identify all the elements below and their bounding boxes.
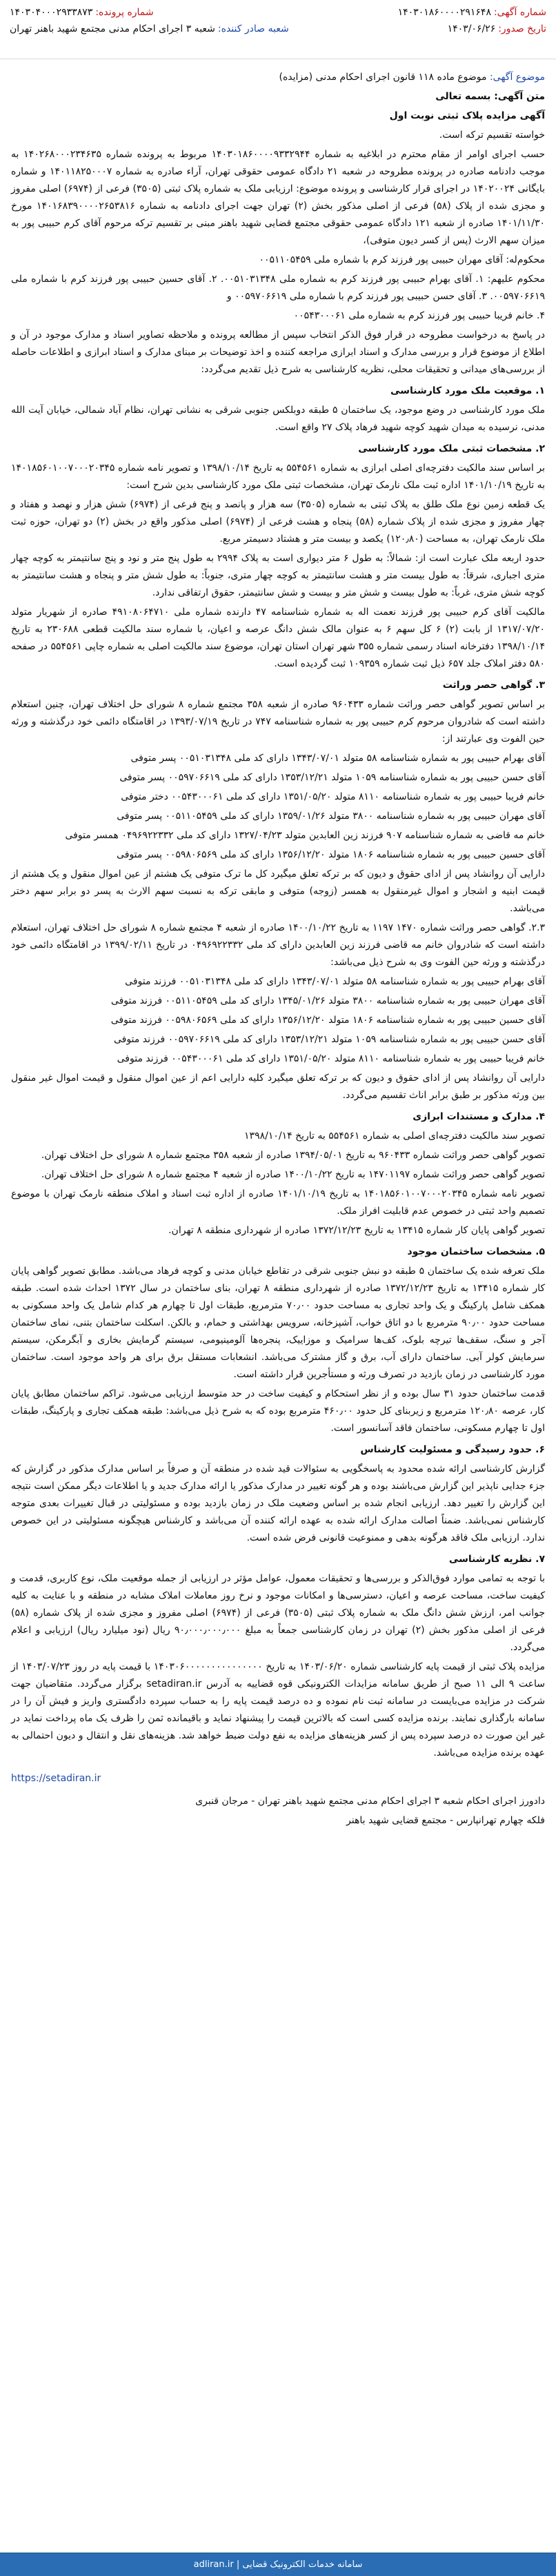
section-building-text: ملک تعرفه شده یک ساختمان ۵ طبقه دو نبش جنوبی شرقی در تقاطع خیابان مدنی و کوچه فرهاد می‌باشد. مطابق تصویر گواهی پایان کار شماره ۱۳۴۱۵ به تاریخ ۱۳۷۲/۱۲/۲۳ صادره از شهرداری منطقه ۸ تهران، بنای ساختمان در سال ۱۳۷۲ احداث شده است. طبقه همکف شامل پارکینگ و یک واحد تجاری به مساحت حدود ۷۰٫۰۰ مترمربع، طبقات اول تا چهارم هر کدام شامل یک واحد مسکونی به مساحت حدود ۹۰٫۰۰ مترمربع با دو اتاق خواب، آشپزخانه، سرویس بهداشتی و حمام، و بالکن. اسکلت ساختمان بتنی، نمای ساختمان آجر و سنگ، سقف‌ها تیرچه بلوک، کف‌ها سرامیک و موزاییک، پنجره‌ها آلومینیومی، سیستم گرمایش بخاری و آبگرمکن، سیستم سرمایش کولر آبی. ساختمان دارای آب، برق و گاز مشترک می‌باشد. انشعابات مستقل برق برای هر واحد موجود است. ساختمان مورد کارشناسی در زمان بازدید در تصرف ورثه و مستأجرین قرار داشته است. [11,1266,546,1380]
section-registry-title: ۲. مشخصات ثبتی ملک مورد کارشناسی [358,443,545,454]
section-registry-bounds: حدود اربعه ملک عبارت است از: شمالاً: به طول ۶ متر دیواری است به پلاک ۲۹۹۴ به طول پنج متر و نود و پنج سانتیمتر به کوچه چهار متری اجباری، شرقاً: به طول بیست متر و هشت سانتیمتر به کوچه چهار متری، جنوباً: به طول شش متر و پنجاه و هشت سانتیمتر به کوچه شش متری، غرباً: به طول بیست و شش متر و بیست و شش سانتیمتر، حقوق ارتفاقی ندارد. [11,553,546,598]
heir2-line: خانم فریبا حبیبی پور به شماره شناسنامه ۸۱۱۰ متولد ۱۳۵۱/۰۵/۲۰ دارای کد ملی ۰۰۵۴۳۰۰۰۶۱ فرزند متوفی [117,1053,545,1064]
notice-number: شماره آگهی: ۱۴۰۳۰۱۸۶۰۰۰۰۲۹۱۶۴۸ [397,7,546,18]
section-location-title: ۱. موقعیت ملک مورد کارشناسی [390,385,545,396]
section-building-text2: قدمت ساختمان حدود ۳۱ سال بوده و از نظر استحکام و کیفیت ساخت در حد متوسط ارزیابی می‌شود. تراکم ساختمان مطابق پایان کار، عرصه ۱۲۰٫۸۰ مترمربع و زیربنای کل حدود ۴۶۰٫۰۰ مترمربع بوده که به شرح ذیل می‌باشد: طبقه همکف تجاری و پارکینگ، طبقات اول تا چهارم مسکونی، ساختمان فاقد آسانسور است. [11,1388,545,1434]
issuing-branch: شعبه صادر کننده: شعبه ۳ اجرای احکام مدنی مجتمع شهید باهنر تهران [10,23,289,34]
signature-line: دادورز اجرای احکام شعبه ۳ اجرای احکام مدنی مجتمع شهید باهنر تهران - مرجان قنبری [195,1796,545,1807]
section-documents-title: ۴. مدارک و مستندات ابرازی [413,1111,545,1122]
section-registry-detail: یک قطعه زمین نوع ملک طلق به پلاک ثبتی به شماره (۳۵۰۵) سه هزار و پانصد و پنج فرعی از (۶۹۷۴) شش هزار و نهصد و هفتاد و چهار مفروز و مجزی شده از پلاک شماره (۵۸) پنجاه و هشت فرعی از (۶۹۷۴) اصلی مذکور واقع در بخش (۲) دو تهران، حوزه ثبت ملک نارمک تهران، به مساحت (۱۲۰٫۸۰) یکصد و بیست متر و هشتاد دسیمتر مربع. [11,499,545,545]
heir-line: آقای مهران حبیبی پور به شماره شناسنامه ۳۸۰۰ متولد ۱۳۵۹/۰۱/۲۶ دارای کد ملی ۰۰۵۱۱۰۵۴۵۹ پسر متوفی [117,811,545,822]
section-heirs-text3: ۲.۳. گواهی حصر وراثت شماره ۱۴۷۰ ۱۱۹۷ به تاریخ ۱۴۰۰/۱۰/۲۲ صادره از شعبه ۴ مجتمع شماره ۸ شورای حل اختلاف تهران، استعلام داشته است که شادروان خانم مه قاضی فرزند زین العابدین دارای کد ملی ۰۴۹۶۹۲۲۳۳۲ در تاریخ ۱۳۹۹/۰۲/۱۱ در اقامتگاه دائمی خود درگذشته و ورثه حین الفوت وی به شرح ذیل می‌باشد: [11,922,546,968]
defendants-paragraph: محکوم علیهم: ۱. آقای بهرام حبیبی پور فرزند کرم به شماره ملی ۰۰۵۱۰۳۱۳۴۸. ۲. آقای حسین حبیبی پور فرزند کرم با شماره ملی ۰۰۵۹۷۰۶۶۱۹. ۳. آقای حسن حبیبی پور فرزند کرم با شماره ملی ۰۰۵۹۷۰۶۶۱۹ و [11,274,545,302]
heir-line: آقای حسین حبیبی پور به شماره شناسنامه ۱۸۰۶ متولد ۱۳۵۶/۱۲/۲۰ دارای کد ملی ۰۰۵۹۸۰۶۵۶۹ پسر متوفی [117,849,545,860]
plaintiff-paragraph: محکوم‌له: آقای مهران حبیبی پور فرزند کرم با شماره ملی ۰۰۵۱۱۰۵۴۵۹ [259,254,545,265]
document-item: تصویر نامه شماره ۱۴۰۱۸۵۶۰۱۰۰۷۰۰۰۲۰۳۴۵ به تاریخ ۱۴۰۱/۱۰/۱۹ صادره از اداره ثبت اسناد و املاک منطقه نارمک تهران با موضوع تصمیم واحد ثبتی در خصوص عدم قابلیت افراز ملک. [11,1188,546,1217]
heir-line: آقای بهرام حبیبی پور به شماره شناسنامه ۵۸ متولد ۱۳۴۳/۰۷/۰۱ دارای کد ملی ۰۰۵۱۰۳۱۳۴۸ پسر متوفی [130,753,545,764]
section-opinion-title: ۷. نظریه کارشناسی [448,1554,545,1565]
document-item: تصویر سند مالکیت دفترچه‌ای اصلی به شماره ۵۵۴۵۶۱ به تاریخ ۱۳۹۸/۱۰/۱۴ [244,1130,545,1142]
section-building-title: ۵. مشخصات ساختمان موجود [407,1246,545,1257]
auction-paragraph: مزایده پلاک ثبتی از قیمت پایه کارشناسی شماره ۱۴۰۳/۰۶/۲۰ به تاریخ ۱۴۰۳۰۶۰۰۰۰۰۰۰۰۰۰۰۰۰۰۰ با قیمت پایه در روز ۱۴۰۳/۰۷/۲۳ از ساعت ۹ الی ۱۱ صبح از طریق سامانه مزایدات الکترونیکی قوه قضاییه به آدرس setadiran.ir برگزار می‌گردد. متقاضیان جهت شرکت در مزایده می‌بایست در سامانه ثبت نام نموده و ده درصد قیمت پایه را به حساب سپرده دادگستری واریز و فیش آن را در سامانه بارگذاری نمایند. برنده مزایده کسی است که بالاترین قیمت را پیشنهاد نماید و باقیمانده ثمن را ظرف یک ماه پرداخت نماید در غیر این صورت ده درصد سپرده پس از کسر هزینه‌های مزایده به نفع دولت ضبط خواهد شد. هزینه‌های نقل و انتقال و دیون احتمالی به عهده برنده مزایده می‌باشد. [11,1661,546,1758]
heir2-line: آقای حسین حبیبی پور به شماره شناسنامه ۱۸۰۶ متولد ۱۳۵۶/۱۲/۲۰ دارای کد ملی ۰۰۵۹۸۰۶۵۶۹ فرزند متوفی [110,1015,545,1026]
section-heirs-title: ۳. گواهی حصر وراثت [442,680,545,691]
header-row-date [10,21,546,37]
notice-header [0,0,556,59]
heir2-line: آقای بهرام حبیبی پور به شماره شناسنامه ۵۸ متولد ۱۳۴۳/۰۷/۰۱ دارای کد ملی ۰۰۵۱۰۳۱۳۴۸ فرزند متوفی [125,976,545,987]
defendant4-paragraph: ۴. خانم فریبا حبیبی پور فرزند کرم به شماره ملی ۰۰۵۴۳۰۰۰۶۱ [293,310,545,321]
address-line: فلکه چهارم تهرانپارس - مجتمع قضایی شهید باهنر [346,1815,545,1826]
section-scope-text: گزارش کارشناسی ارائه شده محدود به پاسخگویی به سئوالات قید شده در منطقه آن و صرفاً بر اساس مدارک مذکور در گزارش که جزء جدایی ناپذیر این گزارش می‌باشند بوده و هر گونه تغییر در مدارک مذکور یا ارائه مدارک جدید و یا اطلاعات دیگر ممکن است نتیجه این گزارش را تغییر دهد. ارزیابی انجام شده بر اساس وضعیت ملک در زمان بازدید بوده و مسئولیتی در قبال تغییرات بعدی متوجه کارشناس نمی‌باشد. ضمناً اصالت مدارک ارائه شده به عهده ارائه کننده آن می‌باشد و کارشناس هیچگونه مسئولیتی در این خصوص ندارد. ارزیابی ملک فاقد هرگونه بدهی و ممنوعیت قانونی فرض شده است. [11,1463,545,1543]
title-line: متن آگهی: بسمه تعالی [435,91,545,102]
setadiran-link[interactable]: https://setadiran.ir [11,1773,101,1784]
record-number: شماره پرونده: ۱۴۰۳۰۴۰۰۰۲۹۳۳۸۷۳ [10,7,154,18]
ad-title: آگهی مزایده پلاک ثبتی نوبت اول [389,110,545,121]
issue-date: تاریخ صدور: ۱۴۰۳/۰۶/۲۶ [447,23,546,34]
notice-body [0,59,556,1829]
section-scope-title: ۶. حدود رسیدگی و مسئولیت کارشناس [360,1444,545,1455]
section-heirs-text2: دارایی آن روانشاد پس از ادای حقوق و دیون که بر ترکه تعلق میگیرد کل ما ترک متوفی یک هشتم از عین اموال منقول و یک هشتم از قیمت ابنیه و اشجار و اموال غیرمنقول به همسر (زوجه) متوفی و مابقی ترکه به نسبت سهم الارث به پسر دو برابر سهم دختر می‌باشد. [11,869,545,914]
heir-line: خانم مه قاضی به شماره شناسنامه ۹۰۷ فرزند زین العابدین متولد ۱۳۲۷/۰۴/۲۳ دارای کد ملی ۰۴۹۶۹۲۲۳۳۲ همسر متوفی [65,830,545,841]
section-registry-owner: مالکیت آقای کرم حبیبی پور فرزند نعمت اله به شماره شناسنامه ۴۷ دارنده شماره ملی ۴۹۱۰۸۰۶۴۷۱۰ صادره از شهریار متولد ۱۳۱۷/۰۷/۲۰ از بابت (۲) ۶ کل سهم ۶ به عنوان مالک شش دانگ عرصه و اعیان، با شماره سند مالکیت قطعی ۲۳۰۶۸۸ به تاریخ ۱۳۹۸/۱۰/۱۴ دفترخانه اسناد رسمی شماره ۳۵۵ شهر تهران استان تهران، موضوع سند مالکیت اصلی به شماره چاپی ۵۵۴۵۶۱ در صفحه ۵۸۰ دفتر املاک جلد ۶۵۷ ذیل ثبت شماره ۱۰۹۳۵۹ ثبت گردیده است. [11,607,545,669]
section-registry-text: بر اساس سند مالکیت دفترچه‌ای اصلی ابرازی به شماره ۵۵۴۵۶۱ به تاریخ ۱۳۹۸/۱۰/۱۴ و تصویر نامه شماره ۱۴۰۱۸۵۶۰۱۰۰۷۰۰۰۲۰۳۴۵ به تاریخ ۱۴۰۱/۱۰/۱۹ اداره ثبت ملک نارمک تهران، مشخصات ثبتی ملک مورد کارشناسی بدین شرح است: [11,463,545,491]
section-heirs-text: بر اساس تصویر گواهی حصر وراثت شماره ۹۶۰۴۳۳ صادره از شعبه ۳۵۸ مجتمع شماره ۸ شورای حل اختلاف تهران، چنین استعلام داشته است که شادروان مرحوم کرم حبیبی پور به شماره شناسنامه ۷۴۷ در تاریخ ۱۳۹۳/۰۷/۱۹ در اقامتگاه دائمی خود درگذشته و ورثه حین الفوت وی عبارتند از: [11,699,546,744]
heir-line: آقای حسن حبیبی پور به شماره شناسنامه ۱۰۵۹ متولد ۱۳۵۳/۱۲/۲۱ دارای کد ملی ۰۰۵۹۷۰۶۶۱۹ پسر متوفی [119,772,545,783]
footer-bar [0,2553,556,2576]
document-item: تصویر گواهی حصر وراثت شماره ۹۶۰۴۳۳ به تاریخ ۱۳۹۴/۰۵/۰۱ صادره از شعبه ۳۵۸ مجتمع شماره ۸ شورای حل اختلاف تهران. [41,1150,545,1161]
response-paragraph: در پاسخ به درخواست مطروحه در قرار فوق الذکر انتخاب سپس از مطالعه پرونده و ملاحظه تصاویر اسناد و مدارک موجود در آن و اطلاع از موضوع قرار و بررسی مدارک و اسناد ابرازی مراجعه کننده و اخذ توضیحات بر مبنای مدارک و اسناد ابرازی و اطلاعات حاصله از بررسی‌های میدانی و تحقیقات محلی، نظریه کارشناسی به شرح ذیل تقدیم می‌گردد: [11,329,545,375]
header-row-numbers [10,4,546,21]
heir2-line: آقای مهران حبیبی پور به شماره شناسنامه ۳۸۰۰ متولد ۱۳۴۵/۰۱/۲۶ دارای کد ملی ۰۰۵۱۱۰۵۴۵۹ فرزند متوفی [110,995,545,1006]
subject-line: موضوع آگهی: موضوع ماده ۱۱۸ قانون اجرای احکام مدنی (مزایده) [279,72,545,83]
footer-text: سامانه خدمات الکترونیک قضایی | adliran.ir [193,2559,363,2570]
document-item: تصویر گواهی حصر وراثت شماره ۱۴۷۰۱۱۹۷ به تاریخ ۱۴۰۰/۱۰/۲۲ صادره از شعبه ۴ مجتمع شماره ۸ شورای حل اختلاف تهران. [41,1169,545,1180]
section-heirs-text4: دارایی آن روانشاد پس از ادای حقوق و دیون که بر ترکه تعلق میگیرد کلیه دارایی اعم از عین اموال منقول و قیمت اموال غیر منقول بین ورثه مذکور بر طبق برابر اناث تقسیم می‌گردد. [11,1073,545,1101]
requester-line: خواسته تقسیم ترکه است. [439,130,545,141]
heir2-line: آقای حسن حبیبی پور به شماره شناسنامه ۱۰۵۹ متولد ۱۳۵۳/۱۲/۲۱ دارای کد ملی ۰۰۵۹۷۰۶۶۱۹ فرزند متوفی [113,1034,545,1045]
intro-paragraph: حسب اجرای اوامر از مقام محترم در ابلاغیه به شماره ۱۴۰۳۰۱۸۶۰۰۰۰۹۳۳۲۹۴۴ مربوط به پرونده شماره ۱۴۰۲۶۸۰۰۰۲۳۴۶۳۵ به موجب دادنامه صادره در پرونده مطروحه در شعبه ۲۱ دادگاه عمومی حقوقی تهران، آراء صادره به شماره ۱۴۰۱۱۸۲۵۰۰۰۷ و شماره بایگانی ۱۴۰۲۰۰۲۴ در اجرای قرار کارشناسی و پرونده موضوع: ارزیابی ملک به شماره پلاک ثبتی (۳۵۰۵) فرعی از (۶۹۷۴) اصلی مفروز و مجزی شده از پلاک (۵۸) فرعی از اصلی مذکور بخش (۲) تهران جهت اجرای دادنامه به شماره ۱۴۰۱۶۸۳۹۰۰۰۰۲۶۵۳۸۱۶ مورخ ۱۴۰۱/۱۱/۳۰ صادره از شعبه ۱۲۱ دادگاه عمومی حقوقی مجتمع قضایی شهید باهنر مبنی بر تقسیم ترکه مرحوم آقای کرم حبیبی پور به میزان سهم الارث (پس از کسر دیون متوفی)، [11,149,545,246]
heir-line: خانم فریبا حبیبی پور به شماره شناسنامه ۸۱۱۰ متولد ۱۳۵۱/۰۵/۲۰ دارای کد ملی ۰۰۵۴۳۰۰۰۶۱ دختر متوفی [121,791,545,802]
section-location-text: ملک مورد کارشناسی در وضع موجود، یک ساختمان ۵ طبقه دوبلکس جنوبی شرقی به نشانی تهران، نظام آباد شمالی، خیابان آیت الله مدنی، نرسیده به میدان شهید کوچه شهید فرهاد پلاک ۲۷ واقع است. [11,405,545,433]
section-opinion-text: با توجه به تمامی موارد فوق‌الذکر و بررسی‌ها و تحقیقات معمول، عوامل مؤثر در ارزیابی از جمله موقعیت ملک، نوع کاربری، قدمت و کیفیت ساخت، مساحت عرصه و اعیان، دسترسی‌ها و امکانات موجود و نرخ روز معاملات املاک مشابه در منطقه و با عنایت به کلیه جوانب امر، ارزش شش دانگ ملک به شماره پلاک ثبتی (۳۵۰۵) فرعی از (۶۹۷۴) اصلی مفروز و مجزی شده از پلاک شماره (۵۸) فرعی از اصلی مذکور بخش (۲) تهران در زمان کارشناسی جمعاً به مبلغ ۹۰٫۰۰۰٫۰۰۰٫۰۰۰ ریال (نود میلیارد ریال) ارزیابی و اعلام می‌گردد. [11,1573,546,1653]
document-item: تصویر گواهی پایان کار شماره ۱۳۴۱۵ به تاریخ ۱۳۷۲/۱۲/۲۳ صادره از شهرداری منطقه ۸ تهران. [168,1225,545,1236]
